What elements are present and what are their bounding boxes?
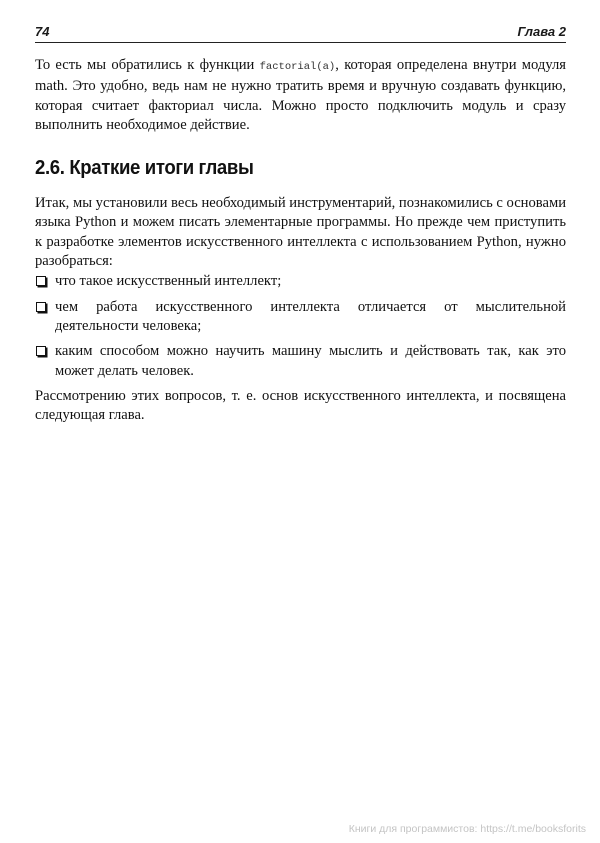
- section-title: 2.6. Краткие итоги главы: [35, 157, 254, 180]
- intro-text-end: , которая определена внутри модуля math. Это удобно, ведь нам не нужно тратить время и вручную создавать функцию, которая считает факториал числа. Можно просто подключить модуль и сразу выполнить необходимое действие.: [35, 57, 566, 133]
- square-bullet-icon: [36, 346, 46, 356]
- summary-bullet-list: [35, 272, 566, 380]
- chapter-label: Глава 2: [517, 24, 566, 39]
- intro-paragraph: [35, 56, 566, 135]
- list-item: [35, 342, 566, 381]
- list-item-text: что такое искусственный интеллект;: [55, 273, 282, 290]
- page-number: 74: [35, 24, 50, 39]
- square-bullet-icon: [36, 302, 46, 312]
- running-header: [35, 24, 566, 43]
- list-item-text: каким способом можно научить машину мыслить и действовать так, как это может делать человек.: [55, 343, 566, 379]
- watermark-text: Книги для программистов: https://t.me/booksforits: [348, 823, 586, 835]
- list-item-text: чем работа искусственного интеллекта отличается от мыслительной деятельности человека;: [55, 298, 566, 334]
- square-bullet-icon: [36, 276, 46, 286]
- inline-code: factorial(a): [259, 61, 336, 73]
- summary-paragraph: Итак, мы установили весь необходимый инструментарий, познакомились с основами языка Python и можем писать элементарные программы. Но прежде чем приступить к разработке элементов искусственного интеллекта с использованием Python, нужно разобраться:: [35, 195, 566, 270]
- closing-paragraph: Рассмотрению этих вопросов, т. е. основ искусственного интеллекта, и посвящена следующая глава.: [35, 387, 566, 424]
- list-item: [35, 298, 566, 337]
- intro-text-start: То есть мы обратились к функции: [35, 57, 260, 73]
- list-item: [35, 272, 566, 291]
- book-page: [35, 24, 566, 425]
